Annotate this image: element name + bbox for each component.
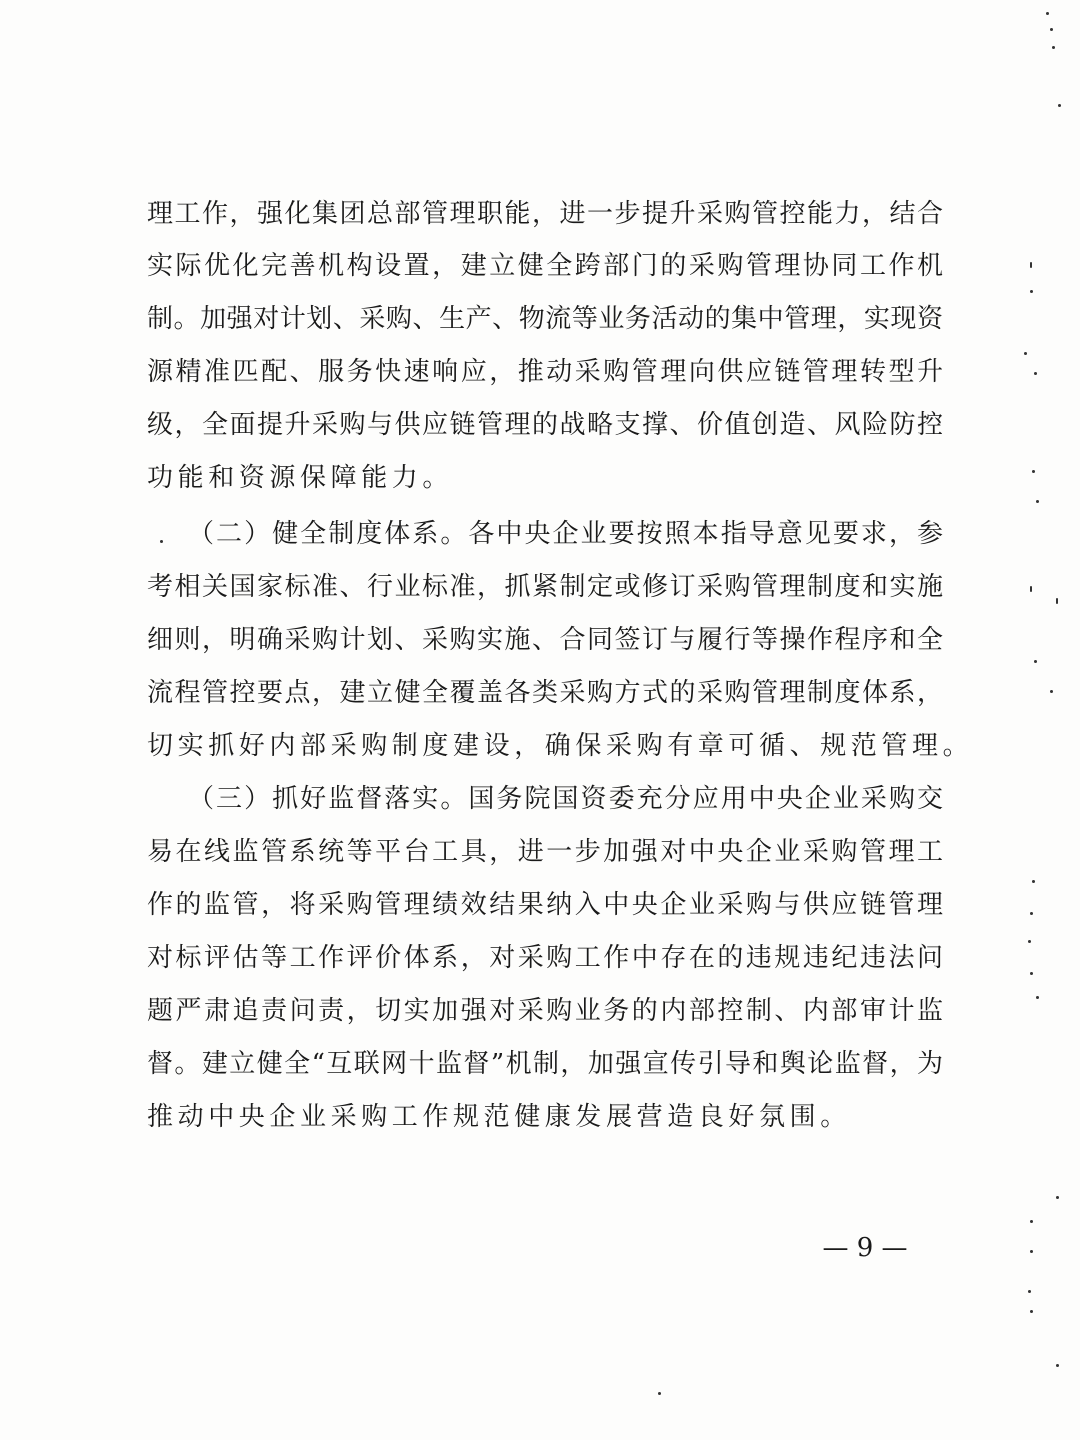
scan-speck	[1030, 912, 1033, 915]
scan-speck	[1030, 1220, 1033, 1223]
paragraph-3-line-2: 易在线监管系统等平台工具，进一步加强对中央企业采购管理工	[147, 837, 943, 867]
scan-speck	[1034, 372, 1037, 375]
paragraph-2-line-3: 细则，明确采购计划、采购实施、合同签订与履行等操作程序和全	[147, 625, 943, 655]
paragraph-1-line-3: 制。加强对计划、采购、生产、物流等业务活动的集中管理，实现资	[147, 304, 943, 334]
scan-speck	[1056, 598, 1058, 604]
page-number: — 9 —	[822, 1233, 908, 1263]
scan-speck	[160, 540, 163, 543]
paragraph-1-line-2: 实际优化完善机构设置，建立健全跨部门的采购管理协同工作机	[147, 251, 943, 281]
scan-speck	[1034, 660, 1037, 663]
paragraph-1-line-5: 级，全面提升采购与供应链管理的战略支撑、价值创造、风险防控	[147, 410, 943, 440]
paragraph-1-line-1: 理工作，强化集团总部管理职能，进一步提升采购管控能力，结合	[147, 199, 943, 229]
scan-speck	[1050, 690, 1053, 693]
scan-speck	[1032, 880, 1035, 883]
scan-speck	[1030, 1310, 1033, 1313]
scan-speck	[1050, 28, 1053, 31]
paragraph-3-line-3: 作的监管，将采购管理绩效结果纳入中央企业采购与供应链管理	[147, 890, 943, 920]
paragraph-3-line-7: 推动中央企业采购工作规范健康发展营造良好氛围。	[147, 1102, 851, 1132]
scan-speck	[1046, 12, 1049, 15]
scan-speck	[1056, 1196, 1059, 1199]
paragraph-2-line-4: 流程管控要点，建立健全覆盖各类采购方式的采购管理制度体系，	[147, 678, 943, 708]
scan-speck	[1030, 586, 1032, 592]
scan-speck	[1030, 972, 1033, 975]
paragraph-3-line-4: 对标评估等工作评价体系，对采购工作中存在的违规违纪违法问	[147, 943, 943, 973]
scan-speck	[1032, 470, 1035, 473]
scan-speck	[1024, 352, 1027, 355]
scan-speck	[1030, 262, 1032, 268]
scan-speck	[1030, 290, 1033, 293]
scan-speck	[1036, 500, 1039, 503]
scan-speck	[1052, 46, 1055, 49]
section-3-heading-line: （三）抓好监督落实。国务院国资委充分应用中央企业采购交	[188, 784, 943, 814]
section-2-heading-line: （二）健全制度体系。各中央企业要按照本指导意见要求，参	[188, 519, 943, 549]
scan-speck	[1030, 1250, 1033, 1253]
paragraph-3-line-5: 题严肃追责问责，切实加强对采购业务的内部控制、内部审计监	[147, 996, 943, 1026]
paragraph-2-line-2: 考相关国家标准、行业标准，抓紧制定或修订采购管理制度和实施	[147, 572, 943, 602]
scan-speck	[1028, 1290, 1031, 1293]
paragraph-1-line-6: 功能和资源保障能力。	[147, 463, 454, 493]
scan-speck	[1056, 1364, 1059, 1367]
paragraph-1-line-4: 源精准匹配、服务快速响应，推动采购管理向供应链管理转型升	[147, 357, 943, 387]
scan-speck	[658, 1392, 661, 1395]
paragraph-2-line-5: 切实抓好内部采购制度建设，确保采购有章可循、规范管理。	[147, 731, 974, 761]
scan-speck	[1036, 996, 1039, 999]
paragraph-3-line-6: 督。建立健全“互联网十监督”机制，加强宣传引导和舆论监督，为	[147, 1049, 943, 1079]
scan-speck	[1028, 940, 1031, 943]
scan-speck	[1058, 104, 1061, 107]
